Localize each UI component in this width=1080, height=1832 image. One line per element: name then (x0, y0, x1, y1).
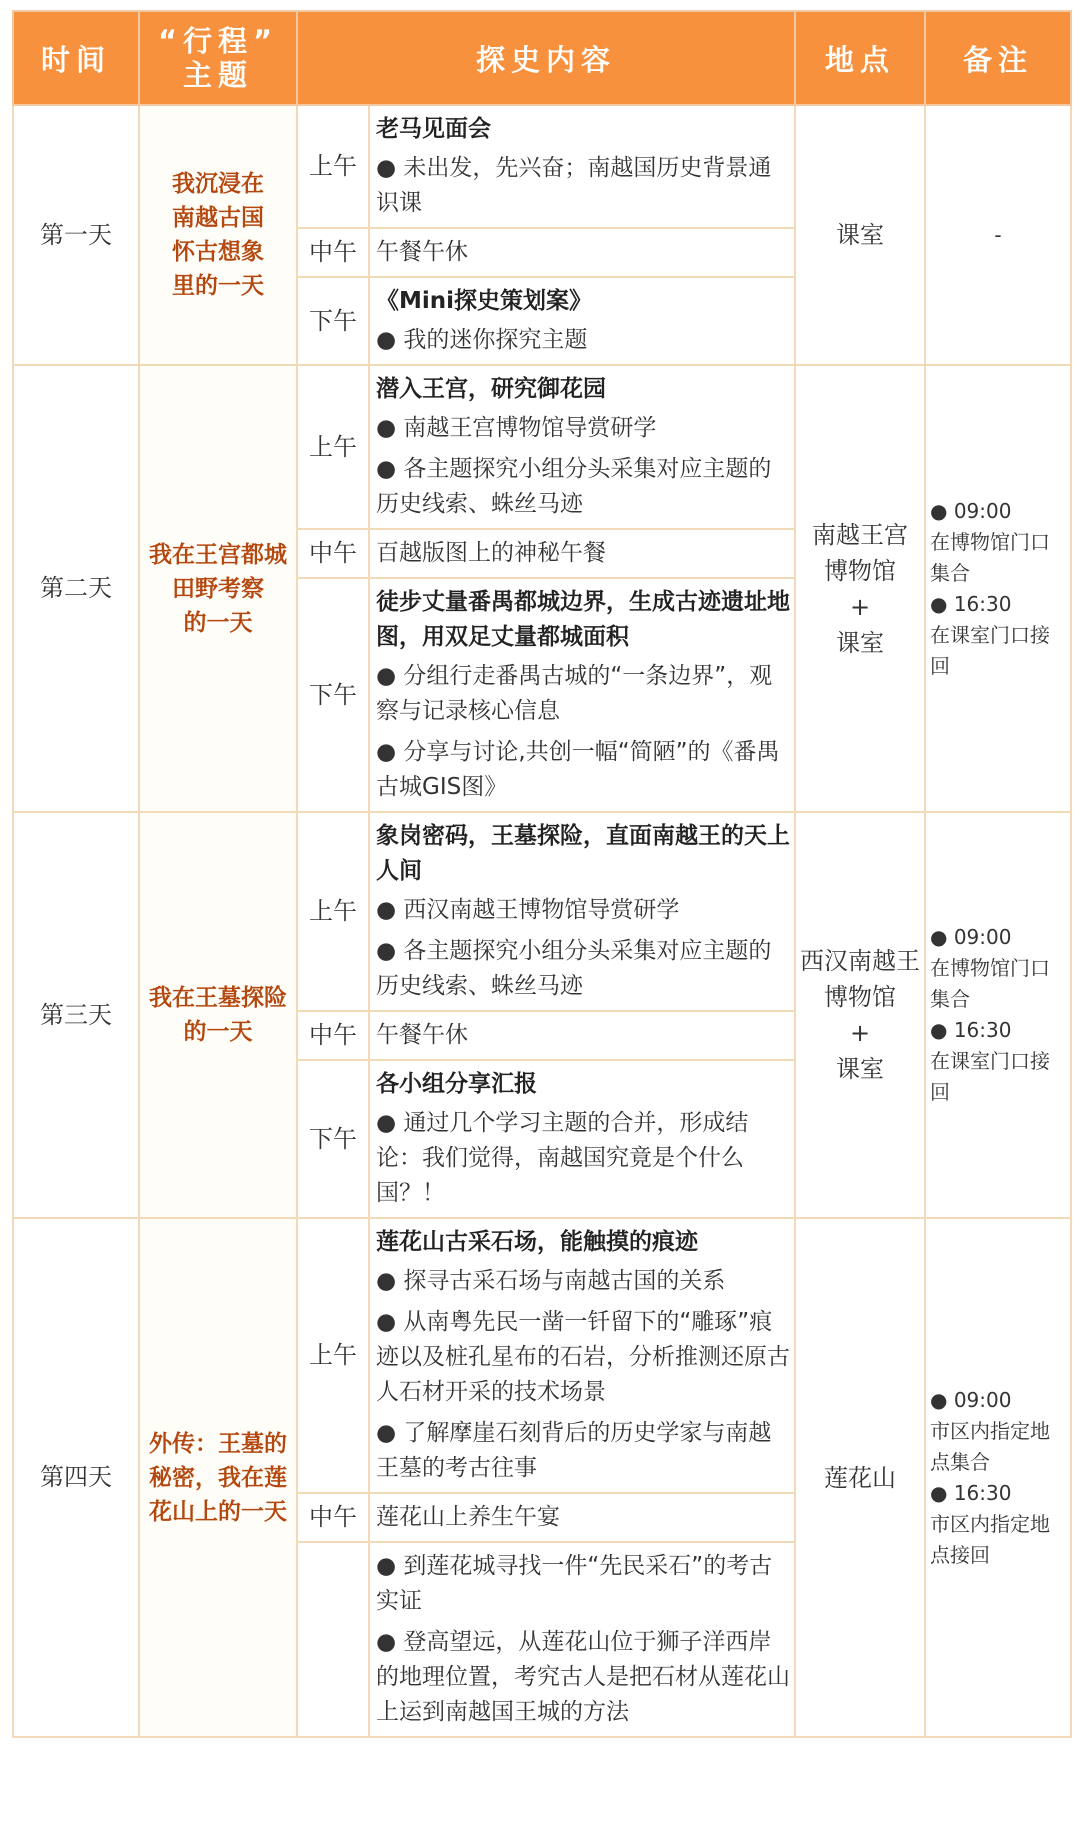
day-label: 第四天 (13, 1218, 139, 1737)
day-label: 第二天 (13, 365, 139, 812)
header-row (13, 11, 1071, 105)
theme-line: 的一天 (183, 609, 253, 636)
place-line: 莲花山 (824, 1463, 897, 1492)
note-line: ● 09:00 (930, 1387, 1012, 1412)
day-theme (139, 1218, 297, 1737)
theme-line: 怀古想象 (172, 239, 264, 265)
activity-title: 各小组分享汇报 (376, 1071, 537, 1097)
place (795, 812, 925, 1218)
header-content: 探史内容 (297, 11, 795, 105)
theme-line: 外传：王墓的 (149, 1430, 287, 1457)
theme-line: 南越古国 (172, 205, 264, 231)
place (795, 365, 925, 812)
place-line: 南越王宫 (812, 520, 909, 549)
note-line: 市区内指定地点接回 (930, 1511, 1051, 1567)
day-row-am (13, 1218, 1071, 1493)
note (925, 105, 1071, 365)
note-line: - (994, 222, 1002, 247)
period-am: 上午 (297, 812, 369, 1011)
content-pm (369, 578, 795, 812)
place-line: 课室 (836, 628, 885, 657)
activity-item: ● 通过几个学习主题的合并，形成结论：我们觉得，南越国究竟是个什么国？！ (376, 1110, 749, 1206)
activity-title: 莲花山古采石场，能触摸的痕迹 (376, 1229, 698, 1255)
period-noon: 中午 (297, 228, 369, 277)
note-line: ● 16:30 (930, 1480, 1012, 1505)
note-line: ● 16:30 (930, 591, 1012, 616)
theme-line: 的一天 (183, 1019, 253, 1045)
place-line: 课室 (836, 221, 885, 249)
period-am: 上午 (297, 365, 369, 529)
content-am (369, 365, 795, 529)
day-theme (139, 365, 297, 812)
period-noon: 中午 (297, 1011, 369, 1060)
activity-item: ● 了解摩崖石刻背后的历史学家与南越王墓的考古往事 (376, 1420, 772, 1481)
day-row-am (13, 812, 1071, 1011)
period-pm (297, 1542, 369, 1737)
place-line: 西汉南越王 (800, 947, 921, 975)
note-line: ● 16:30 (930, 1018, 1012, 1042)
period-pm: 下午 (297, 578, 369, 812)
header-theme (139, 11, 297, 105)
content-am (369, 105, 795, 228)
activity-item: ● 分享与讨论,共创一幅“简陋”的《番禺古城GIS图》 (376, 739, 780, 800)
itinerary-body (13, 105, 1071, 1737)
header-time: 时间 (13, 11, 139, 105)
theme-line: 我沉浸在 (172, 171, 264, 197)
activity-title: 《Mini探史策划案》 (376, 288, 593, 314)
note-line: ● 09:00 (930, 498, 1012, 523)
activity-title: 老马见面会 (376, 116, 491, 142)
header-note: 备注 (925, 11, 1071, 105)
note-line: 在课室门口接回 (930, 1049, 1051, 1104)
content-pm (369, 277, 795, 365)
note (925, 365, 1071, 812)
theme-line: 花山上的一天 (149, 1498, 287, 1525)
place-line: 博物馆 (824, 556, 897, 585)
day-label: 第三天 (13, 812, 139, 1218)
note (925, 812, 1071, 1218)
period-am: 上午 (297, 105, 369, 228)
place-line: + (849, 592, 871, 621)
period-am: 上午 (297, 1218, 369, 1493)
note-line: 在课室门口接回 (930, 622, 1051, 678)
itinerary-table (12, 10, 1072, 1738)
period-noon: 中午 (297, 1493, 369, 1542)
period-noon: 中午 (297, 529, 369, 578)
day-theme (139, 105, 297, 365)
place-line: 博物馆 (824, 983, 897, 1011)
activity-item: 莲花山上养生午宴 (376, 1504, 560, 1530)
day-theme (139, 812, 297, 1218)
theme-line: 我在王宫都城 (149, 541, 287, 568)
period-pm: 下午 (297, 277, 369, 365)
activity-item: ● 各主题探究小组分头采集对应主题的历史线索、蛛丝马迹 (376, 938, 772, 999)
note-line: 市区内指定地点集合 (930, 1418, 1051, 1474)
place-line: 课室 (836, 1055, 885, 1083)
activity-title: 徒步丈量番禺都城边界，生成古迹遗址地图，用双足丈量都城面积 (376, 589, 790, 650)
theme-line: 我在王墓探险 (149, 985, 287, 1011)
content-pm (369, 1542, 795, 1737)
content-am (369, 1218, 795, 1493)
activity-item: ● 各主题探究小组分头采集对应主题的历史线索、蛛丝马迹 (376, 456, 772, 517)
content-noon (369, 529, 795, 578)
content-noon (369, 1493, 795, 1542)
activity-item: ● 未出发，先兴奋；南越国历史背景通识课 (376, 155, 772, 216)
theme-line: 秘密，我在莲 (149, 1464, 287, 1491)
content-am (369, 812, 795, 1011)
activity-item: ● 分组行走番禺古城的“一条边界”，观察与记录核心信息 (376, 663, 773, 724)
content-noon (369, 1011, 795, 1060)
activity-item: ● 西汉南越王博物馆导赏研学 (376, 897, 680, 923)
period-pm: 下午 (297, 1060, 369, 1218)
content-pm (369, 1060, 795, 1218)
activity-item: 午餐午休 (376, 1022, 468, 1048)
note-line: ● 09:00 (930, 925, 1012, 949)
activity-item: ● 到莲花城寻找一件“先民采石”的考古实证 (376, 1553, 773, 1614)
activity-title: 象岗密码，王墓探险，直面南越王的天上人间 (376, 823, 790, 884)
activity-item: ● 南越王宫博物馆导赏研学 (376, 415, 657, 441)
activity-item: ● 我的迷你探究主题 (376, 327, 588, 353)
itinerary-table-wrapper (12, 10, 1070, 1738)
day-label: 第一天 (13, 105, 139, 365)
day-row-am (13, 105, 1071, 228)
activity-title: 潜入王宫，研究御花园 (376, 376, 606, 402)
day-row-am (13, 365, 1071, 529)
activity-item: 午餐午休 (376, 239, 468, 265)
activity-item: ● 从南粤先民一凿一钎留下的“雕琢”痕迹以及桩孔星布的石岩，分析推测还原古人石材开采的技术场景 (376, 1309, 790, 1405)
note (925, 1218, 1071, 1737)
activity-item: ● 探寻古采石场与南越古国的关系 (376, 1268, 726, 1294)
header-theme-line1: “行程” (157, 24, 279, 58)
activity-item: ● 登高望远，从莲花山位于狮子洋西岸的地理位置，考究古人是把石材从莲花山上运到南越国王城的方法 (376, 1629, 790, 1725)
header-theme-line2: 主题 (182, 58, 253, 92)
header-place: 地点 (795, 11, 925, 105)
note-line: 在博物馆门口集合 (930, 529, 1051, 585)
theme-line: 田野考察 (172, 575, 264, 602)
activity-item: 百越版图上的神秘午餐 (376, 540, 606, 566)
place-line: + (849, 1019, 871, 1047)
content-noon (369, 228, 795, 277)
theme-line: 里的一天 (172, 273, 264, 299)
place (795, 105, 925, 365)
note-line: 在博物馆门口集合 (930, 956, 1051, 1011)
place (795, 1218, 925, 1737)
